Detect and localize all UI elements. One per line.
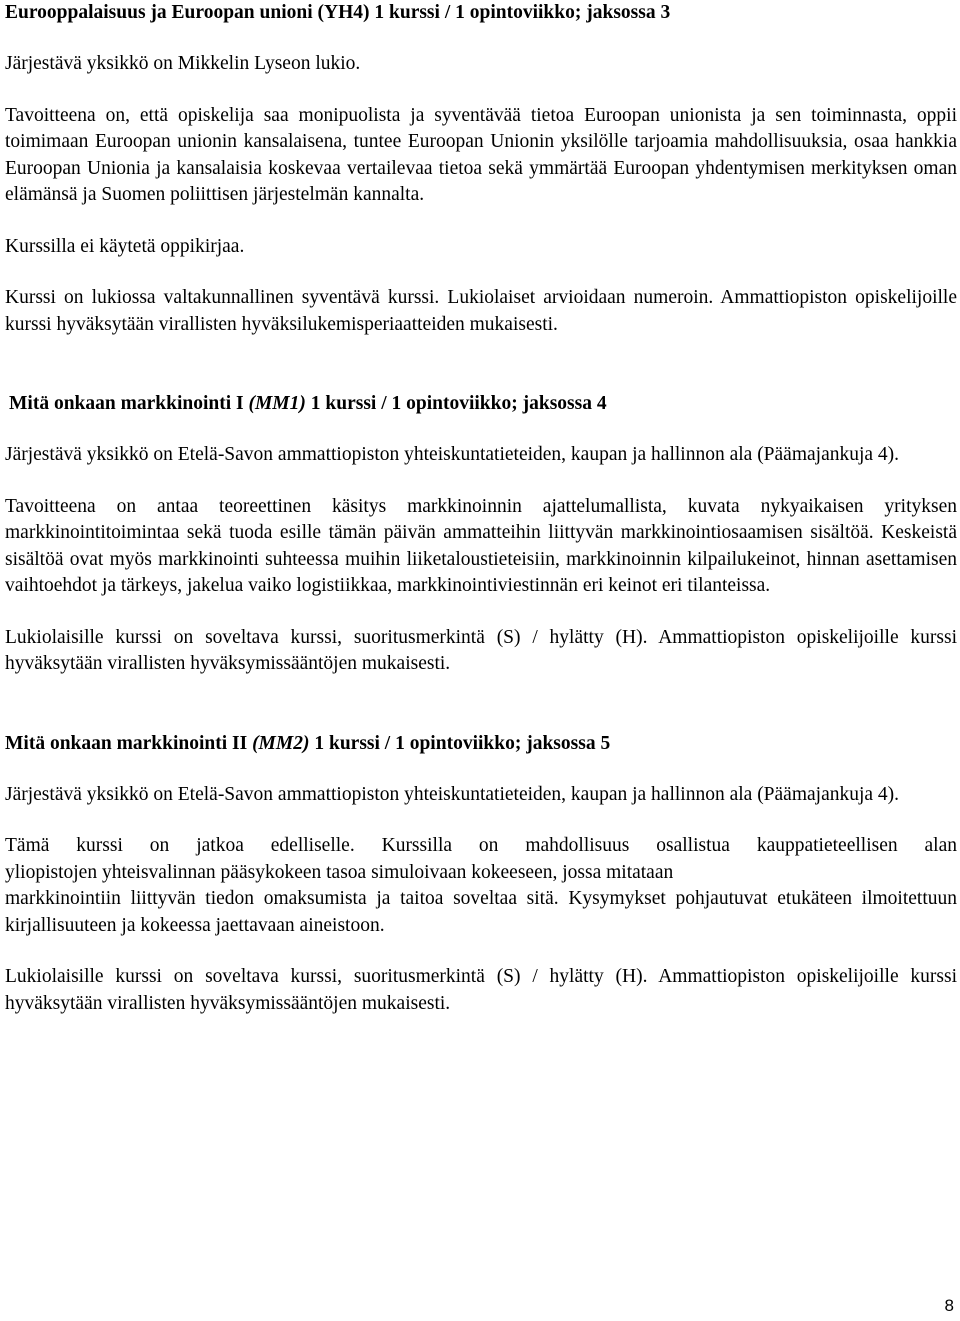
course-section-yh4 [5, 0, 957, 338]
course-title: Eurooppalaisuus ja Euroopan unioni (YH4) [5, 2, 370, 23]
course-details: 1 kurssi / 1 opintoviikko; jaksossa 4 [305, 393, 607, 414]
document-page [5, 0, 957, 1017]
course-description: Tavoitteena on, että opiskelija saa monipuolista ja syventävää tietoa Euroopan unionista ja sen toiminnasta, oppii toimimaan Euroopan unionin kansalaisena, tuntee Euroopan Unionin yksilölle tarjoamia mahdollisuuksia, osaa hankkia Euroopan Unionia ja kansalaisia koskevaa vertailevaa tietoa sekä ymmärtää Euroopan yhdentymisen merkityksen oman elämänsä ja Suomen poliittisen järjestelmän kannalta. [5, 104, 957, 205]
course-section-mm2 [5, 731, 957, 1018]
course-heading [5, 0, 957, 26]
course-assessment: Lukiolaisille kurssi on soveltava kurssi, suoritusmerkintä (S) / hylätty (H). Ammattiopiston opiskelijoille kurssi hyväksytään virallisten hyväksymissääntöjen mukaisesti. [5, 626, 957, 674]
course-description [5, 833, 957, 939]
page-number: 8 [944, 1296, 954, 1315]
course-section-mm1-body [5, 417, 957, 678]
course-description-line: yliopistojen yhteisvalinnan pääsykokeen tasoa simuloivaan kokeeseen, jossa mitataan [5, 861, 674, 883]
course-code: (MM2) [252, 732, 310, 754]
course-details: 1 kurssi / 1 opintoviikko; jaksossa 5 [309, 732, 611, 754]
course-organizer: Järjestävä yksikkö on Etelä-Savon ammattiopiston yhteiskuntatieteiden, kaupan ja hallinnon ala (Päämajankuja 4). [5, 783, 900, 805]
course-title: Mitä onkaan markkinointi II [5, 732, 248, 754]
course-details: 1 kurssi / 1 opintoviikko; jaksossa 3 [369, 2, 671, 23]
course-description-line: Tämä kurssi on jatkoa edelliselle. Kurssilla on mahdollisuus osallistua kauppatieteellisen alan [5, 835, 957, 856]
course-title: Mitä onkaan markkinointi I [9, 393, 244, 414]
course-code: (MM1) [248, 393, 306, 414]
course-heading [5, 731, 957, 757]
course-description-line: markkinointiin liittyvän tiedon omaksumista ja taitoa soveltaa sitä. Kysymykset pohjautuvat etukäteen ilmoitettuun kirjallisuuteen ja kokeessa jaettavaan aineistoon. [5, 888, 957, 936]
course-organizer: Järjestävä yksikkö on Etelä-Savon ammattiopiston yhteiskuntatieteiden, kaupan ja hallinnon ala (Päämajankuja 4). [5, 444, 900, 465]
course-description: Tavoitteena on antaa teoreettinen käsitys markkinoinnin ajattelumallista, kuvata nykyaikaisen yrityksen markkinointitoimintaa sekä tuoda esille tämän päivän ammatteihin liittyvän markkinointiosaamisen sisältöä. Keskeistä sisältöä ovat myös markkinointi suhteessa muihin liiketaloustieteisiin, markkinoinnin kilpailukeinot, hinnan asettamisen vaihtoehdot ja tärkeys, jakelua vaiko logistiikkaa, markkinointiviestinnän eri keinot eri tilanteissa. [5, 495, 957, 596]
course-section-mm1 [5, 391, 957, 417]
course-note: Kurssilla ei käytetä oppikirjaa. [5, 235, 245, 257]
course-assessment: Kurssi on lukiossa valtakunnallinen syventävä kurssi. Lukiolaiset arvioidaan numeroin. Ammattiopiston opiskelijoille kurssi hyväksytään virallisten hyväksilukemisperiaatteiden mukaisesti. [5, 287, 957, 335]
course-organizer: Järjestävä yksikkö on Mikkelin Lyseon lukio. [5, 53, 361, 74]
course-assessment: Lukiolaisille kurssi on soveltava kurssi, suoritusmerkintä (S) / hylätty (H). Ammattiopiston opiskelijoille kurssi hyväksytään virallisten hyväksymissääntöjen mukaisesti. [5, 966, 957, 1014]
course-heading [9, 391, 957, 417]
